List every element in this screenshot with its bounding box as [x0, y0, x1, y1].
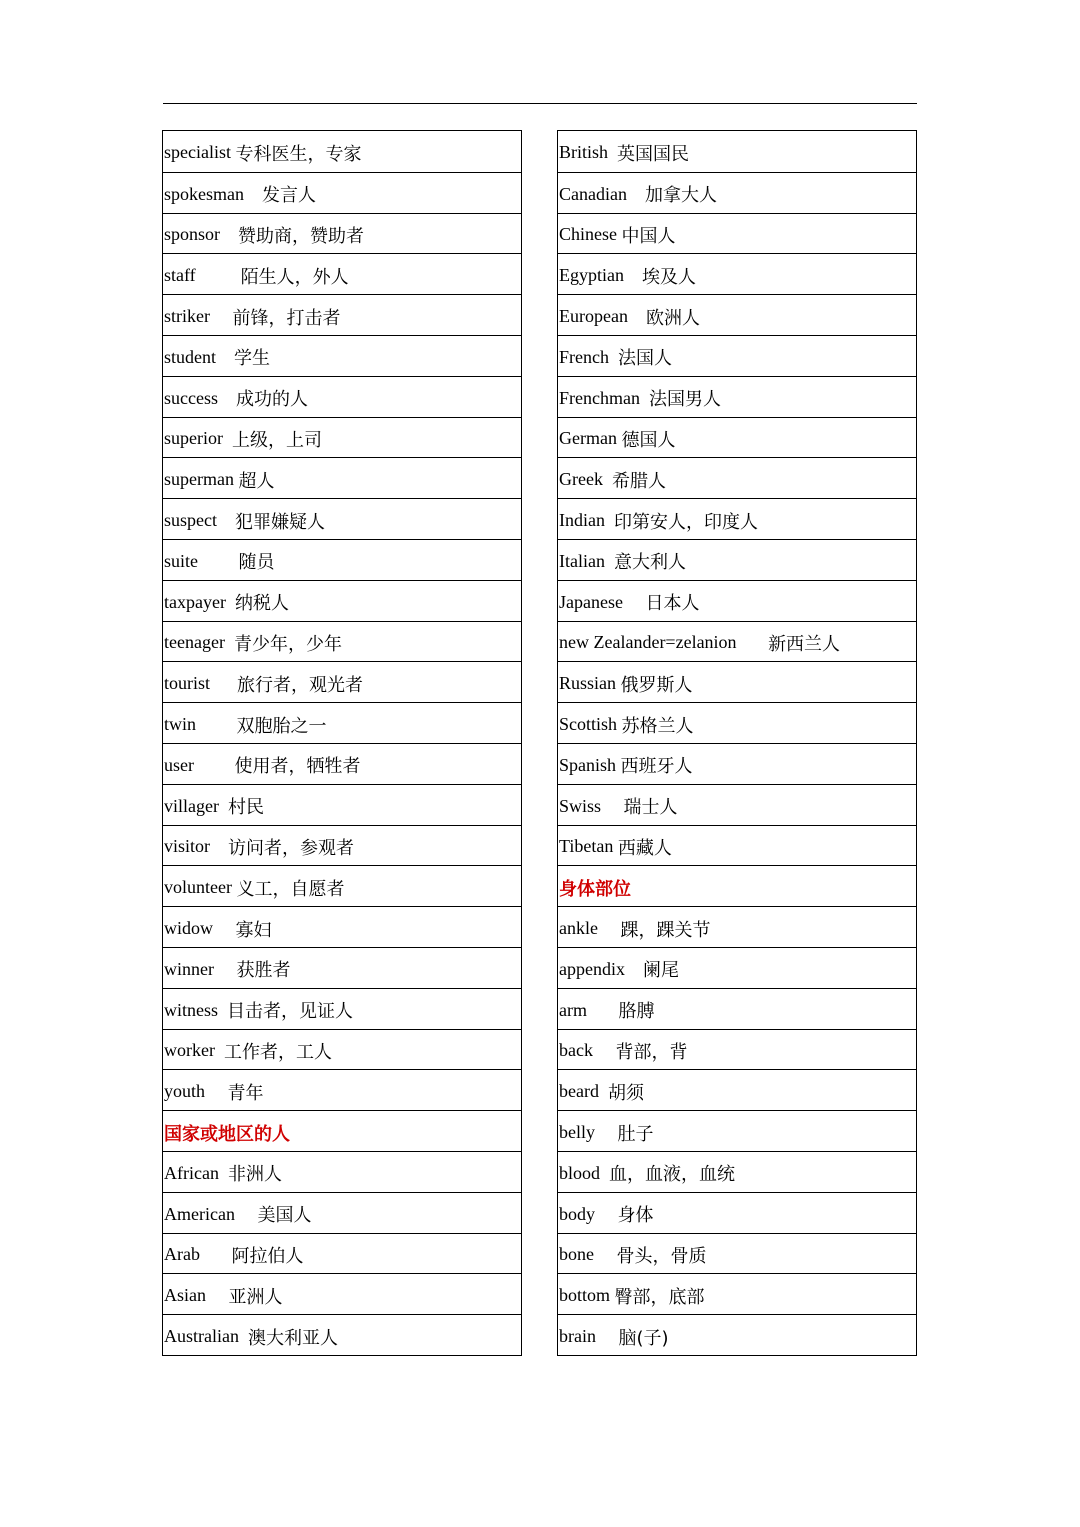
vocab-table-right: [557, 130, 917, 1356]
vocab-row: [558, 743, 916, 784]
english-word: beard: [559, 1081, 608, 1102]
chinese-meaning: 印第安人，印度人: [613, 511, 758, 533]
english-word: sponsor: [164, 224, 239, 245]
vocab-row: [558, 702, 916, 743]
vocab-row: [558, 1069, 916, 1110]
chinese-meaning: 专科医生，专家: [235, 143, 362, 165]
english-word: staff: [164, 265, 241, 286]
english-word: Scottish: [559, 714, 622, 735]
vocab-row: [163, 1069, 521, 1110]
chinese-meaning: 美国人: [257, 1205, 312, 1227]
vocab-row: [558, 988, 916, 1029]
english-word: superior: [164, 428, 232, 449]
chinese-meaning: 工作者，工人: [223, 1041, 332, 1063]
vocab-row: [163, 539, 521, 580]
chinese-meaning: 双胞胎之一: [236, 715, 327, 737]
vocab-row: [163, 906, 521, 947]
english-word: Italian: [559, 550, 614, 571]
vocab-row: [163, 865, 521, 906]
chinese-meaning: 获胜者: [236, 960, 291, 982]
vocab-row: [163, 988, 521, 1029]
vocab-row: [163, 661, 521, 702]
english-word: Russian: [559, 673, 621, 694]
vocab-row: [163, 498, 521, 539]
chinese-meaning: 成功的人: [235, 389, 308, 411]
chinese-meaning: 亚洲人: [228, 1286, 283, 1308]
chinese-meaning: 臀部，底部: [614, 1286, 705, 1308]
english-word: witness: [164, 999, 227, 1020]
english-word: success: [164, 387, 236, 408]
chinese-meaning: 瑞士人: [623, 797, 678, 819]
vocab-row: [558, 1151, 916, 1192]
vocab-row: [558, 661, 916, 702]
english-word: spokesman: [164, 183, 262, 204]
english-word: Indian: [559, 510, 614, 531]
vocab-row: [163, 825, 521, 866]
english-word: Asian: [164, 1285, 229, 1306]
english-word: youth: [164, 1081, 228, 1102]
vocab-row: [558, 417, 916, 458]
english-word: blood: [559, 1162, 610, 1183]
chinese-meaning: 骨头，骨质: [616, 1245, 707, 1267]
chinese-meaning: 旅行者，观光者: [237, 674, 364, 696]
chinese-meaning: 西班牙人: [620, 756, 693, 778]
chinese-meaning: 身体: [617, 1205, 654, 1227]
section-heading: [558, 865, 916, 906]
vocab-row: [163, 947, 521, 988]
chinese-meaning: 犯罪嫌疑人: [235, 511, 325, 533]
vocab-row: [558, 1273, 916, 1314]
chinese-meaning: 胳膊: [618, 1001, 655, 1023]
chinese-meaning: 阿拉伯人: [231, 1245, 304, 1267]
chinese-meaning: 澳大利亚人: [247, 1327, 338, 1349]
english-word: new Zealander=zelanion: [559, 632, 769, 653]
vocab-row: [558, 457, 916, 498]
vocab-row: [558, 580, 916, 621]
section-heading: [163, 1110, 521, 1151]
chinese-meaning: 新西兰人: [768, 633, 841, 655]
chinese-meaning: 发言人: [262, 185, 316, 207]
chinese-meaning: 寡妇: [235, 919, 272, 941]
vocab-row: [558, 172, 916, 213]
chinese-meaning: 法国男人: [648, 389, 721, 411]
chinese-meaning: 埃及人: [642, 266, 696, 288]
chinese-meaning: 学生: [234, 348, 270, 370]
chinese-meaning: 超人: [238, 470, 275, 492]
vocab-row: [558, 498, 916, 539]
vocab-row: [163, 172, 521, 213]
vocab-row: [558, 213, 916, 254]
vocab-row: [163, 294, 521, 335]
english-word: Chinese: [559, 224, 622, 245]
english-word: Egyptian: [559, 265, 642, 286]
chinese-meaning: 胡须: [607, 1082, 644, 1104]
english-word: bottom: [559, 1285, 615, 1306]
vocab-row: [163, 621, 521, 662]
chinese-meaning: 肚子: [617, 1123, 654, 1145]
english-word: German: [559, 428, 622, 449]
vocab-row: [558, 1192, 916, 1233]
chinese-meaning: 义工，自愿者: [236, 878, 345, 900]
vocab-row: [558, 1233, 916, 1274]
english-word: Canadian: [559, 183, 645, 204]
chinese-meaning: 日本人: [645, 593, 700, 615]
chinese-meaning: 纳税人: [234, 593, 289, 615]
english-word: Greek: [559, 469, 612, 490]
vocab-row: [163, 457, 521, 498]
vocab-row: [558, 1110, 916, 1151]
section-heading-text: 身体部位: [559, 878, 631, 900]
chinese-meaning: 加拿大人: [644, 185, 717, 207]
vocab-row: [163, 376, 521, 417]
chinese-meaning: 随员: [238, 552, 275, 574]
english-word: ankle: [559, 918, 621, 939]
chinese-meaning: 欧洲人: [645, 307, 700, 329]
english-word: twin: [164, 714, 237, 735]
vocab-row: [558, 376, 916, 417]
english-word: European: [559, 306, 646, 327]
english-word: body: [559, 1203, 618, 1224]
english-word: taxpayer: [164, 591, 235, 612]
english-word: French: [559, 346, 618, 367]
vocab-row: [558, 621, 916, 662]
vocab-row: [558, 1314, 916, 1355]
vocab-row: [163, 1029, 521, 1070]
english-word: Japanese: [559, 591, 646, 612]
english-word: bone: [559, 1244, 617, 1265]
vocab-row: [558, 131, 916, 172]
vocab-row: [558, 335, 916, 376]
chinese-meaning: 背部，背: [615, 1041, 688, 1063]
vocab-row: [558, 253, 916, 294]
chinese-meaning: 上级，上司: [231, 429, 322, 451]
vocab-row: [163, 1314, 521, 1355]
vocab-row: [163, 743, 521, 784]
chinese-meaning: 德国人: [621, 429, 676, 451]
vocab-table-left: [162, 130, 522, 1356]
section-heading-text: 国家或地区的人: [164, 1123, 290, 1145]
english-word: Swiss: [559, 795, 624, 816]
chinese-meaning: 脑(子): [618, 1327, 669, 1349]
english-word: user: [164, 754, 235, 775]
english-word: Australian: [164, 1326, 248, 1346]
vocab-row: [163, 253, 521, 294]
vocab-row: [558, 1029, 916, 1070]
english-word: back: [559, 1040, 616, 1061]
english-word: visitor: [164, 836, 229, 857]
chinese-meaning: 西藏人: [617, 837, 672, 859]
vocab-row: [163, 1151, 521, 1192]
english-word: Frenchman: [559, 387, 649, 408]
vocab-row: [163, 580, 521, 621]
chinese-meaning: 非洲人: [227, 1164, 282, 1186]
vocab-row: [163, 335, 521, 376]
chinese-meaning: 青少年，少年: [233, 633, 342, 655]
chinese-meaning: 村民: [227, 797, 264, 819]
chinese-meaning: 阑尾: [642, 960, 679, 982]
vocab-row: [163, 417, 521, 458]
english-word: Arab: [164, 1244, 232, 1265]
english-word: American: [164, 1203, 258, 1224]
chinese-meaning: 青年: [227, 1082, 264, 1104]
english-word: suspect: [164, 510, 235, 531]
english-word: belly: [559, 1122, 618, 1143]
english-word: volunteer: [164, 877, 237, 898]
vocab-row: [558, 906, 916, 947]
chinese-meaning: 法国人: [617, 348, 672, 370]
chinese-meaning: 中国人: [621, 225, 676, 247]
chinese-meaning: 访问者，参观者: [228, 837, 355, 859]
vocab-row: [163, 131, 521, 172]
english-word: specialist: [164, 142, 236, 163]
vocab-row: [558, 825, 916, 866]
vocab-row: [558, 784, 916, 825]
vocab-row: [163, 702, 521, 743]
english-word: British: [559, 142, 618, 163]
vocab-row: [558, 539, 916, 580]
chinese-meaning: 苏格兰人: [621, 715, 694, 737]
english-word: teenager: [164, 632, 234, 653]
chinese-meaning: 赞助商，赞助者: [238, 225, 365, 247]
english-word: villager: [164, 795, 228, 816]
chinese-meaning: 俄罗斯人: [620, 674, 693, 696]
vocab-row: [163, 784, 521, 825]
chinese-meaning: 英国国民: [617, 143, 690, 165]
english-word: widow: [164, 918, 236, 939]
chinese-meaning: 陌生人，外人: [240, 266, 349, 288]
chinese-meaning: 血，血液，血统: [609, 1164, 736, 1186]
vocab-row: [558, 947, 916, 988]
vocab-row: [163, 1192, 521, 1233]
chinese-meaning: 使用者，牺牲者: [234, 756, 361, 778]
english-word: suite: [164, 550, 239, 571]
chinese-meaning: 希腊人: [611, 470, 666, 492]
english-word: appendix: [559, 958, 643, 979]
english-word: tourist: [164, 673, 238, 694]
header-rule: [163, 103, 917, 104]
vocab-row: [163, 1233, 521, 1274]
chinese-meaning: 踝，踝关节: [620, 919, 711, 941]
english-word: student: [164, 346, 234, 367]
vocab-row: [163, 213, 521, 254]
vocab-row: [163, 1273, 521, 1314]
english-word: brain: [559, 1326, 619, 1346]
english-word: Spanish: [559, 754, 621, 775]
chinese-meaning: 目击者，见证人: [227, 1001, 353, 1023]
vocab-row: [558, 294, 916, 335]
english-word: Tibetan: [559, 836, 618, 857]
english-word: arm: [559, 999, 619, 1020]
chinese-meaning: 前锋，打击者: [232, 307, 341, 329]
english-word: striker: [164, 306, 233, 327]
english-word: African: [164, 1162, 228, 1183]
chinese-meaning: 意大利人: [613, 552, 686, 574]
english-word: superman: [164, 469, 239, 490]
english-word: worker: [164, 1040, 224, 1061]
english-word: winner: [164, 958, 237, 979]
